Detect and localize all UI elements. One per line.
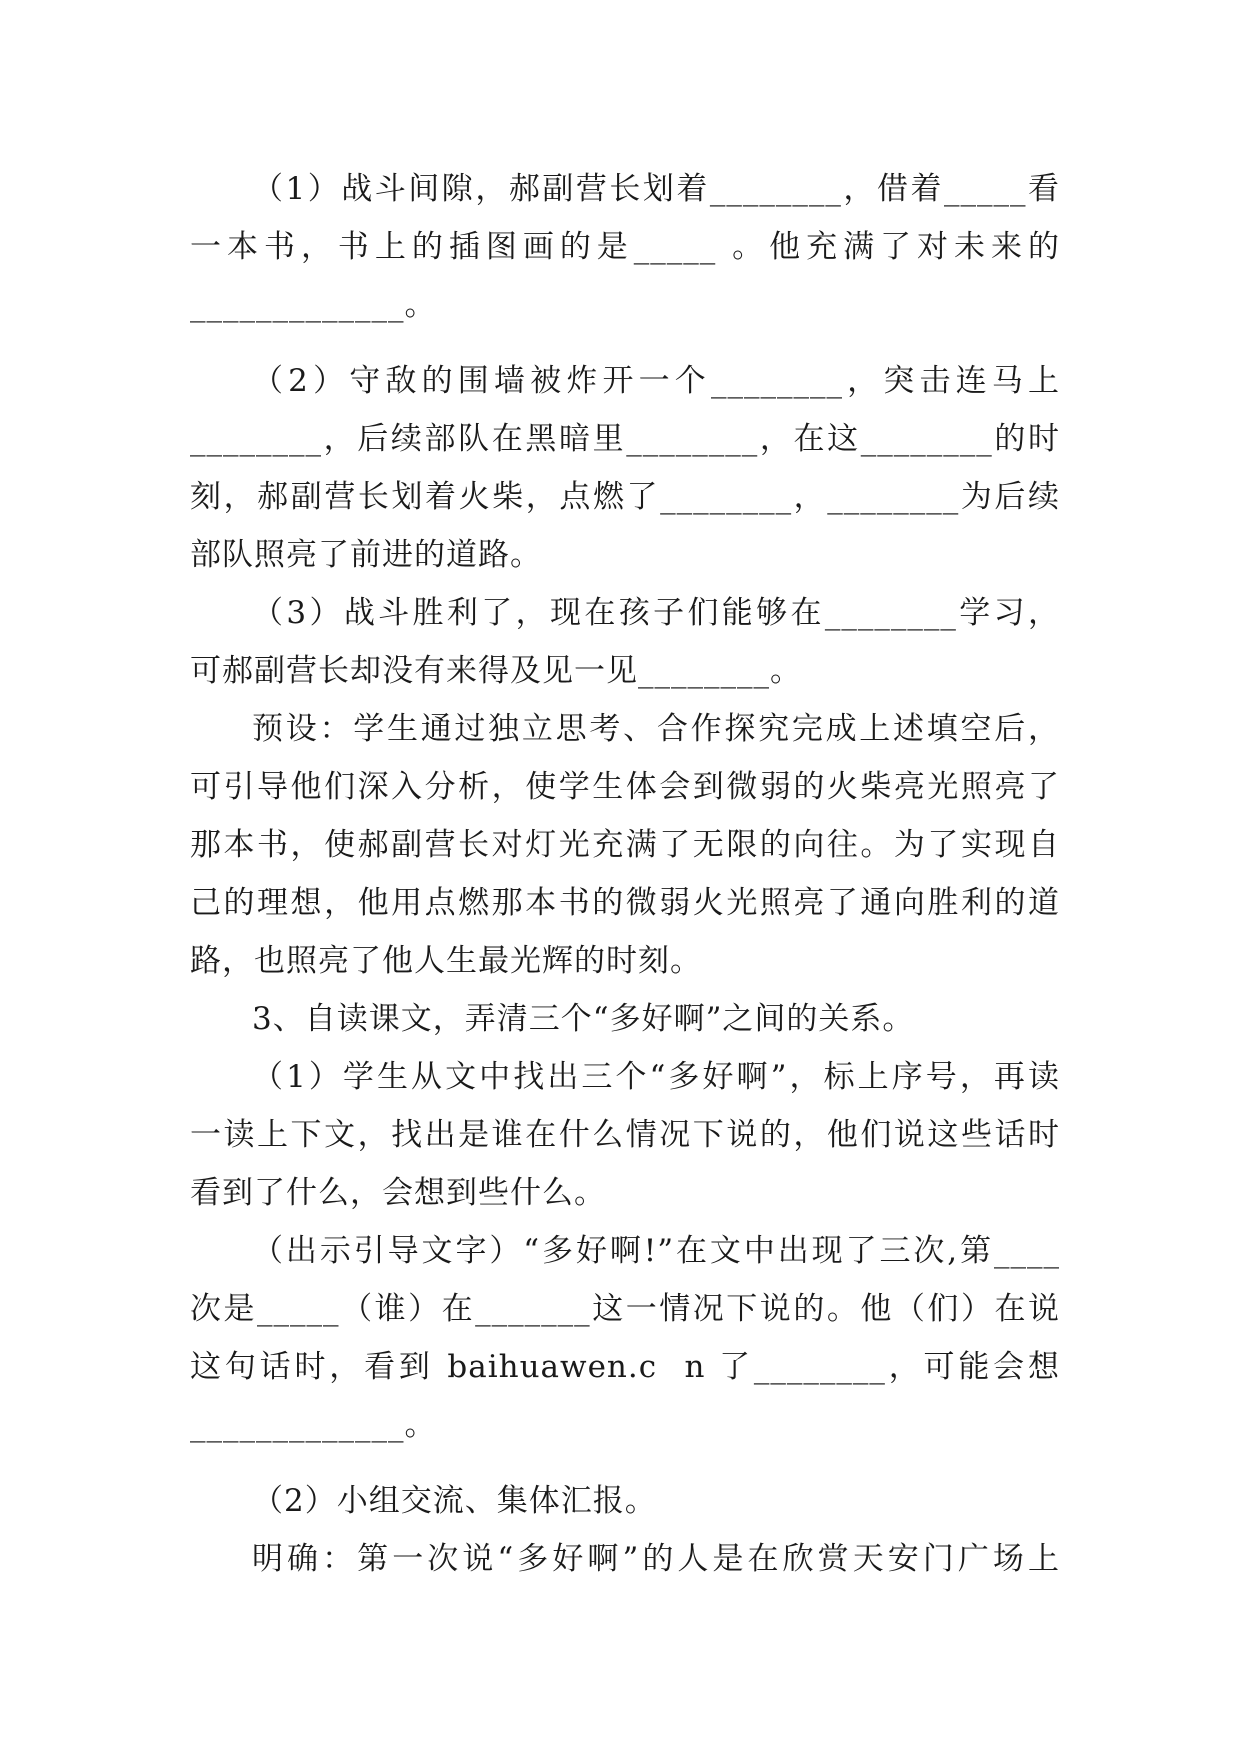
text-line: （1）学生从文中找出三个“多好啊”，标上序号，再读: [252, 1059, 1060, 1095]
paragraph-section-3: [190, 990, 1060, 1048]
paragraph-step-1: [190, 1048, 1060, 1222]
text-line: 明确：第一次说“多好啊”的人是在欣赏天安门广场上: [252, 1541, 1060, 1577]
text-line: 看到了什么，会想到些什么。: [190, 1175, 606, 1211]
text-line: _____________。: [190, 287, 437, 323]
document-page: [190, 160, 1060, 1588]
text-line: 可引导他们深入分析，使学生体会到微弱的火柴亮光照亮了: [190, 769, 1060, 805]
text-line: 一读上下文，找出是谁在什么情况下说的，他们说这些话时: [190, 1117, 1060, 1153]
paragraph-conclusion: [190, 1530, 1060, 1588]
text-line: _____________。: [190, 1407, 437, 1443]
text-line: 路，也照亮了他人生最光辉的时刻。: [190, 943, 702, 979]
text-line: （出示引导文字）“多好啊!”在文中出现了三次,第____: [252, 1233, 1060, 1269]
section-heading: 3、自读课文，弄清三个“多好啊”之间的关系。: [252, 1001, 915, 1037]
text-line: 可郝副营长却没有来得及见一见________。: [190, 653, 802, 689]
text-line: 那本书，使郝副营长对灯光充满了无限的向往。为了实现自: [190, 827, 1060, 863]
text-line: 预设：学生通过独立思考、合作探究完成上述填空后，: [252, 711, 1060, 747]
text-line: 部队照亮了前进的道路。: [190, 537, 542, 573]
text-line: （3）战斗胜利了，现在孩子们能够在________学习，: [252, 595, 1060, 631]
text-line: （2）小组交流、集体汇报。: [252, 1483, 657, 1519]
text-line: 己的理想，他用点燃那本书的微弱火光照亮了通向胜利的道: [190, 885, 1060, 921]
text-line: 这句话时，看到 baihuawen.c n 了________，可能会想: [190, 1349, 1060, 1385]
paragraph-step-2: [190, 1472, 1060, 1530]
paragraph-1: [190, 160, 1060, 334]
paragraph-3: [190, 584, 1060, 700]
paragraph-preset: [190, 700, 1060, 990]
paragraph-guide: [190, 1222, 1060, 1454]
text-line: 一本书，书上的插图画的是_____ 。他充满了对未来的: [190, 229, 1060, 265]
text-line: 次是_____（谁）在_______这一情况下说的。他（们）在说: [190, 1291, 1060, 1327]
text-line: （1）战斗间隙，郝副营长划着________，借着_____看: [252, 171, 1060, 207]
paragraph-2: [190, 352, 1060, 584]
text-line: ________，后续部队在黑暗里________，在这________的时: [190, 421, 1060, 457]
text-line: 刻，郝副营长划着火柴，点燃了________，________为后续: [190, 479, 1060, 515]
text-line: （2）守敌的围墙被炸开一个________，突击连马上: [252, 363, 1060, 399]
